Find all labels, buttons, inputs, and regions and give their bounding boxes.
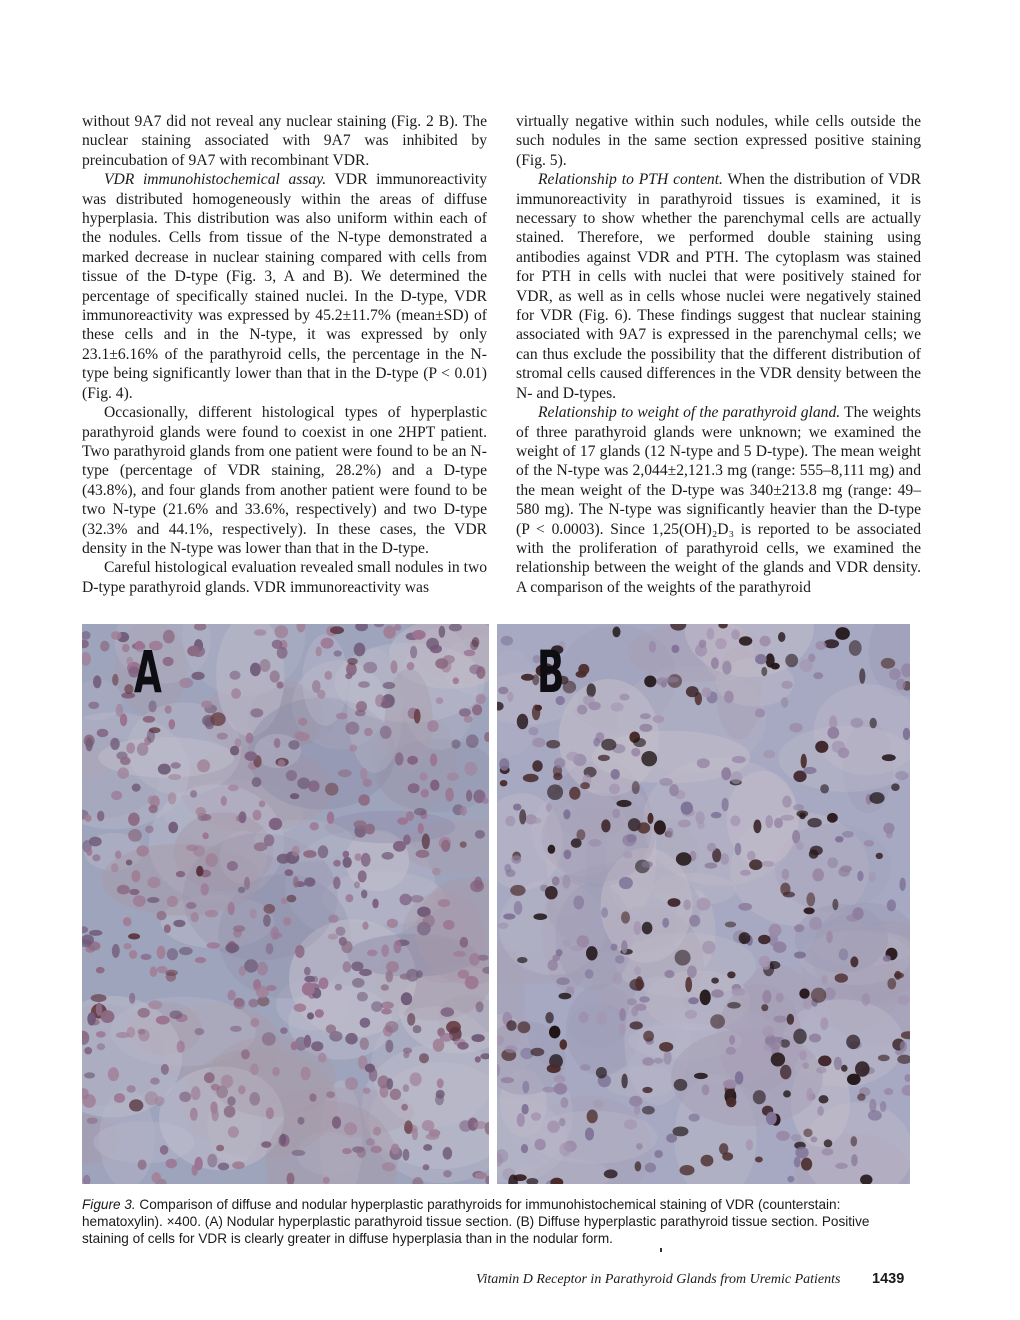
left-paragraph-1: without 9A7 did not reveal any nuclear staining (Fig. 2 B). The nuclear staining associated with 9A7 was inhibited by preincubation of 9A7 with recombinant VDR. [82, 113, 487, 169]
page-number: 1439 [872, 1271, 905, 1287]
figure-caption [82, 1196, 910, 1247]
right-paragraph-2-body: When the distribution of VDR immunoreactivity in parathyroid tissues is examined, it is necessary to show whether the parenchymal cells are actually stained. Therefore, we performed double staining using antibodies against VDR and PTH. The cytoplasm was stained for PTH in cells with nuclei that were positively stained for VDR, as well as in cells whose nuclei were negatively stained for VDR (Fig. 6). These findings suggest that nuclear staining associated with 9A7 is expressed in the parenchymal cells; we can thus exclude the possibility that the different distribution of stromal cells caused differences in the VDR density between the N- and D-types. [516, 171, 921, 402]
micrograph-panel-b [497, 624, 910, 1184]
panel-b-label: B [537, 638, 565, 706]
right-paragraph-1: virtually negative within such nodules, while cells outside the such nodules in the same section expressed positive staining (Fig. 5). [516, 113, 921, 169]
caption-text: Comparison of diffuse and nodular hyperplastic parathyroids for immunohistochemical staining of VDR (counterstain: hematoxylin). ×400. (A) Nodular hyperplastic parathyroid tissue section. (B) Diffuse hyperplastic parathyroid tissue section. Positive staining of cells for VDR is clearly greater in diffuse hyperplasia than in the nodular form. [82, 1197, 870, 1246]
left-paragraph-2-body: VDR immunoreactivity was distributed homogeneously within the areas of diffuse hyperplasia. This distribution was also uniform within each of the nodules. Cells from tissue of the N-type demonstrated a marked decrease in nuclear staining compared with cells from tissue of the D-type (Fig. 3, A and B). We determined the percentage of specifically stained nuclei. In the D-type, VDR immunoreactivity was expressed by 45.2±11.7% (mean±SD) of these cells and in the N-type, it was expressed by only 23.1±6.16% of the parathyroid cells, the percentage in the N-type being significantly lower than that in the D-type (P < 0.01) (Fig. 4). [82, 171, 487, 402]
left-paragraph-2 [82, 170, 487, 403]
panel-a-label: A [134, 638, 162, 706]
section-heading-pth-content: Relationship to PTH content. [538, 171, 723, 189]
right-paragraph-2 [516, 170, 921, 403]
left-paragraph-3: Occasionally, different histological types of hyperplastic parathyroid glands were found to coexist in one 2HPT patient. Two parathyroid glands from one patient were found to be an N-type (percentage of VDR staining, 28.2%) and a D-type (43.8%), and four glands from another patient were found to be two N-type (21.6% and 33.6%, respectively) and two D-type (32.3% and 44.1%, respectively). In these cases, the VDR density in the N-type was lower than that in the D-type. [82, 404, 487, 557]
left-paragraph-4: Careful histological evaluation revealed small nodules in two D-type parathyroid glands. VDR immunoreactivity was [82, 559, 487, 596]
right-paragraph-3 [516, 403, 921, 597]
running-title: Vitamin D Receptor in Parathyroid Glands from Uremic Patients [476, 1272, 841, 1287]
left-text-column [82, 112, 487, 597]
caption-label: Figure 3. [82, 1197, 136, 1212]
micrograph-a-image [82, 624, 489, 1184]
right-paragraph-3-body: The weights of three parathyroid glands were unknown; we examined the weight of 17 glands (12 N-type and 5 D-type). The mean weight of the N-type was 2,044±2,121.3 mg (range: 555–8,111 mg) and the mean weight of the D-type was 340±213.8 mg (range: 49–580 mg). The N-type was significantly heavier than the D-type (P < 0.0003). Since 1,25(OH)₂D₃ is reported to be associated with the proliferation of parathyroid cells, we examined the relationship between the weight of the glands and VDR density. A comparison of the weights of the parathyroid [516, 404, 921, 596]
section-heading-vdr-assay: VDR immunohistochemical assay. [104, 171, 327, 189]
right-text-column [516, 112, 921, 597]
micrograph-b-image [497, 624, 910, 1184]
stray-mark [660, 1248, 662, 1252]
micrograph-panel-a [82, 624, 489, 1184]
section-heading-gland-weight: Relationship to weight of the parathyroid gland. [538, 404, 841, 422]
